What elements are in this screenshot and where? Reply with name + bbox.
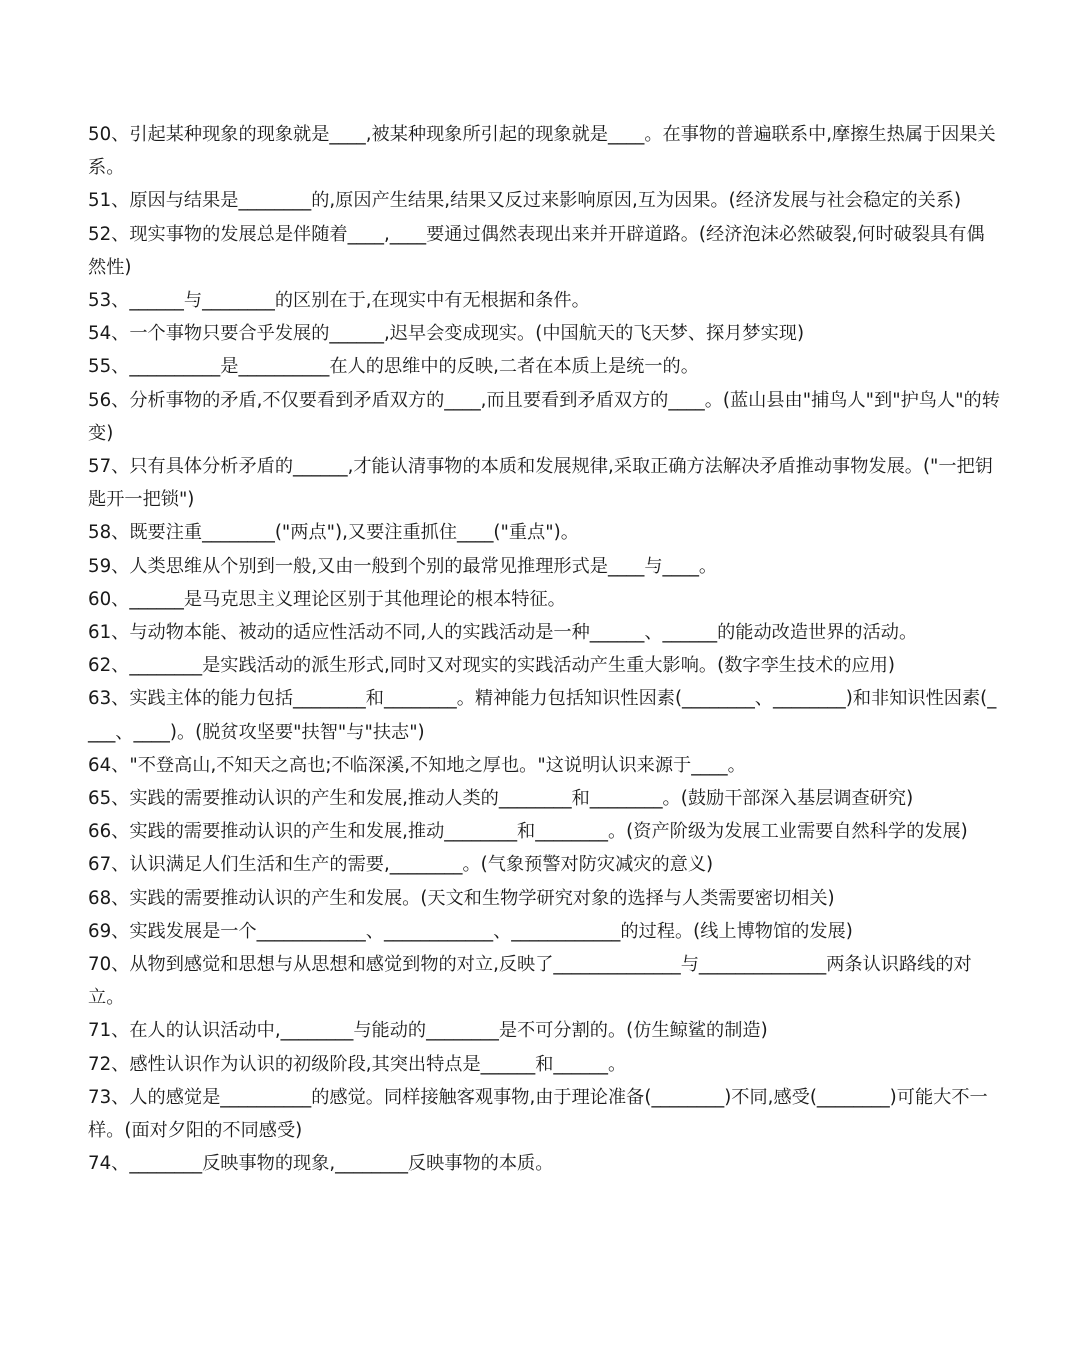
question-58: 58、既要注重________("两点"),又要注重抓住____("重点")。	[88, 522, 579, 544]
question-71: 71、在人的认识活动中,________与能动的________是不可分割的。(仿生鲸鲨的制造)	[88, 1020, 768, 1042]
question-63: 63、实践主体的能力包括________和________。精神能力包括知识性因素(________、________)和非知识性因素(____、____)。(脱贫攻坚要"扶智"与"扶志")	[88, 688, 997, 743]
question-54: 54、一个事物只要合乎发展的______,迟早会变成现实。(中国航天的飞天梦、探月梦实现)	[88, 323, 805, 345]
question-74: 74、________反映事物的现象,________反映事物的本质。	[88, 1153, 554, 1175]
question-69: 69、实践发展是一个____________、____________、____________的过程。(线上博物馆的发展)	[88, 920, 853, 942]
question-52: 52、现实事物的发展总是伴随着____,____要通过偶然表现出来并开辟道路。(经济泡沫必然破裂,何时破裂具有偶然性)	[88, 223, 985, 278]
question-64: 64、"不登高山,不知天之高也;不临深溪,不知地之厚也。"这说明认识来源于____。	[88, 754, 746, 776]
question-73: 73、人的感觉是__________的感觉。同样接触客观事物,由于理论准备(________)不同,感受(________)可能大不一样。(面对夕阳的不同感受)	[88, 1086, 988, 1142]
question-68: 68、实践的需要推动认识的产生和发展。(天文和生物学研究对象的选择与人类需要密切相关)	[88, 887, 835, 909]
question-72: 72、感性认识作为认识的初级阶段,其突出特点是______和______。	[88, 1053, 627, 1075]
question-list	[88, 118, 1000, 1181]
question-59: 59、人类思维从个别到一般,又由一般到个别的最常见推理形式是____与____。	[88, 555, 718, 577]
question-51: 51、原因与结果是________的,原因产生结果,结果又反过来影响原因,互为因果。(经济发展与社会稳定的关系)	[88, 190, 962, 212]
question-65: 65、实践的需要推动认识的产生和发展,推动人类的________和________。(鼓励干部深入基层调查研究)	[88, 788, 914, 810]
question-61: 61、与动物本能、被动的适应性活动不同,人的实践活动是一种______、______的能动改造世界的活动。	[88, 622, 918, 644]
question-53: 53、______与________的区别在于,在现实中有无根据和条件。	[88, 290, 590, 312]
question-50: 50、引起某种现象的现象就是____,被某种现象所引起的现象就是____。在事物的普遍联系中,摩擦生热属于因果关系。	[88, 124, 996, 179]
question-55: 55、__________是__________在人的思维中的反映,二者在本质上是统一的。	[88, 356, 699, 378]
question-66: 66、实践的需要推动认识的产生和发展,推动________和________。(资产阶级为发展工业需要自然科学的发展)	[88, 821, 968, 843]
question-70: 70、从物到感觉和思想与从思想和感觉到物的对立,反映了______________与______________两条认识路线的对立。	[88, 954, 972, 1009]
question-62: 62、________是实践活动的派生形式,同时又对现实的实践活动产生重大影响。(数字孪生技术的应用)	[88, 655, 895, 677]
question-57: 57、只有具体分析矛盾的______,才能认清事物的本质和发展规律,采取正确方法解决矛盾推动事物发展。("一把钥匙开一把锁")	[88, 456, 993, 511]
question-60: 60、______是马克思主义理论区别于其他理论的根本特征。	[88, 588, 566, 610]
question-67: 67、认识满足人们生活和生产的需要,________。(气象预警对防灾减灾的意义)	[88, 854, 714, 876]
question-56: 56、分析事物的矛盾,不仅要看到矛盾双方的____,而且要看到矛盾双方的____。(蓝山县由"捕鸟人"到"护鸟人"的转变)	[88, 389, 1000, 444]
